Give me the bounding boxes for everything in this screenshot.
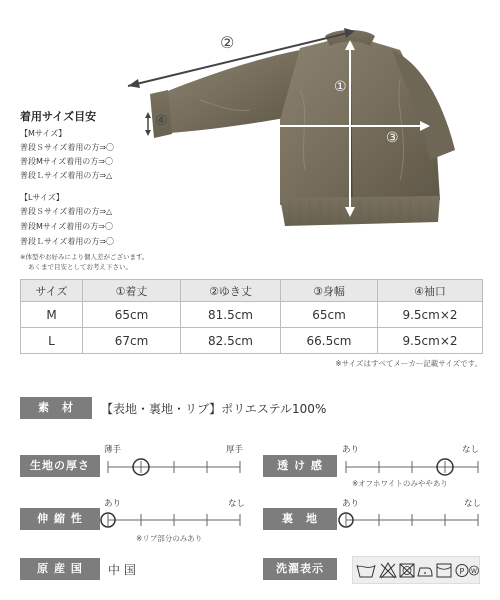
lining-left-label: あり: [342, 499, 360, 509]
table-row: [21, 302, 483, 328]
size-guide-l-header: 【Lサイズ】: [20, 193, 64, 202]
care-label: 洗濯表示: [263, 558, 337, 580]
size-guide-l-line: 普段Mサイズ着用の方⇒〇: [20, 222, 113, 231]
marker-4: ④: [155, 113, 168, 129]
marker-3: ③: [386, 130, 399, 146]
table-cell: 66.5cm: [281, 328, 378, 354]
table-cell: 81.5cm: [181, 302, 281, 328]
care-symbols: [352, 556, 480, 584]
size-guide-note: ※体型やお好みにより個人差がございます。: [20, 253, 149, 261]
transparency-right-label: なし: [462, 445, 480, 455]
marker-1: ①: [334, 79, 347, 95]
table-cell: 67cm: [83, 328, 181, 354]
size-guide-title: 着用サイズ目安: [20, 110, 97, 123]
svg-text:W: W: [471, 568, 477, 575]
table-cell: L: [21, 328, 83, 354]
size-guide-l-line: 普段Ｌサイズ着用の方⇒〇: [20, 237, 115, 246]
transparency-note: ※オフホワイトのみややあり: [352, 479, 448, 488]
size-table-header-row: [21, 280, 483, 302]
size-guide-m-line: 普段Mサイズ着用の方⇒〇: [20, 157, 113, 166]
thickness-left-label: 薄手: [104, 445, 122, 455]
transparency-left-label: あり: [342, 445, 360, 455]
size-table: [20, 279, 483, 354]
stretch-scale: [100, 510, 244, 530]
table-cell: 9.5cm×2: [378, 302, 483, 328]
table-cell: M: [21, 302, 83, 328]
stretch-right-label: なし: [228, 499, 246, 509]
stretch-left-label: あり: [104, 499, 122, 509]
size-table-header: ③身幅: [281, 280, 378, 302]
svg-text:P: P: [459, 567, 465, 576]
size-table-header: ①着丈: [83, 280, 181, 302]
marker-2: ②: [220, 33, 235, 52]
thickness-right-label: 厚手: [226, 445, 244, 455]
table-cell: 65cm: [281, 302, 378, 328]
lining-scale: [338, 510, 482, 530]
stretch-note: ※リブ部分のみあり: [136, 534, 203, 543]
size-table-note: ※サイズはすべてメーカー記載サイズです。: [335, 359, 482, 368]
size-guide-m-line: 普段Ｌサイズ着用の方⇒△: [20, 171, 113, 180]
lining-label: 裏 地: [263, 508, 337, 530]
table-cell: 9.5cm×2: [378, 328, 483, 354]
lining-right-label: なし: [464, 499, 482, 509]
origin-value: 中 国: [108, 563, 136, 577]
table-cell: 65cm: [83, 302, 181, 328]
transparency-label: 透 け 感: [263, 455, 337, 477]
size-guide-m-line: 普段Ｓサイズ着用の方⇒〇: [20, 143, 115, 152]
stretch-label: 伸 縮 性: [20, 508, 100, 530]
thickness-label: 生地の厚さ: [20, 455, 100, 477]
table-row: [21, 328, 483, 354]
size-guide-note: あくまで目安としてお考え下さい。: [28, 263, 132, 271]
size-table-header: ②ゆき丈: [181, 280, 281, 302]
size-table-header: サイズ: [21, 280, 83, 302]
table-cell: 82.5cm: [181, 328, 281, 354]
size-guide-l-line: 普段Ｓサイズ着用の方⇒△: [20, 207, 113, 216]
material-value: 【表地・裏地・リブ】ポリエステル100%: [101, 402, 327, 416]
transparency-scale: [342, 457, 482, 477]
origin-label: 原 産 国: [20, 558, 100, 580]
product-image: [0, 0, 500, 270]
thickness-scale: [104, 457, 244, 477]
material-label: 素 材: [20, 397, 92, 419]
size-table-header: ④袖口: [378, 280, 483, 302]
size-guide-m-header: 【Mサイズ】: [20, 129, 67, 138]
